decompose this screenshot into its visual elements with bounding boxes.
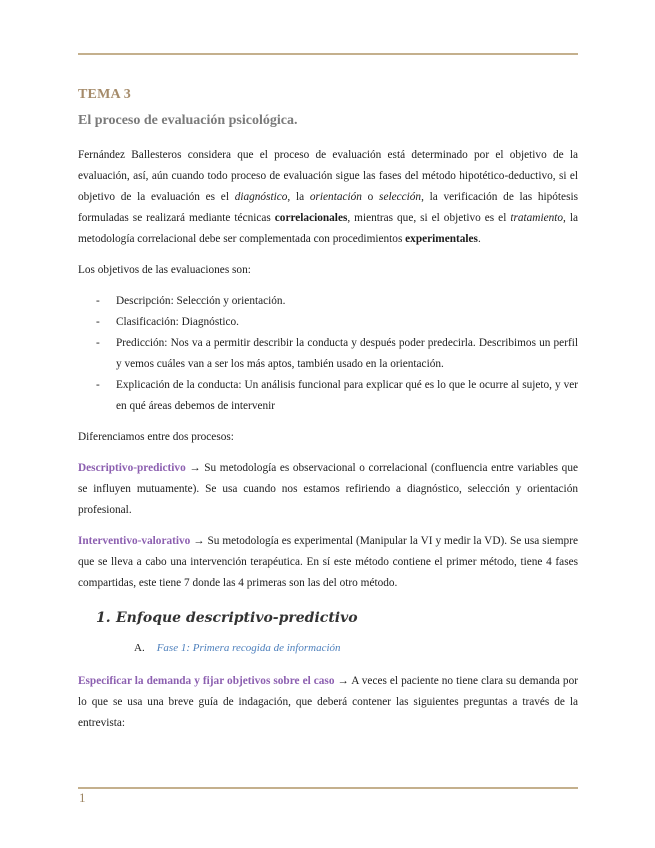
section-heading: 1. Enfoque descriptivo-predictivo: [96, 610, 358, 626]
list-item: - Explicación de la conducta: Un análisis funcional para explicar qué es lo que le ocurre al sujeto, y ver en qué áreas debemos de intervenir: [96, 379, 578, 412]
list-item: - Clasificación: Diagnóstico.: [96, 316, 239, 328]
interventive-paragraph: Interventivo-valorativo → Su metodología es experimental (Manipular la VI y medir la VD). Se usa siempre que se lleva a cabo una intervención terapéutica. En sí este método contiene el primer método, tiene 4 fases compartidas, este tiene 7 donde las 4 primeras son las del otro método.: [78, 535, 578, 589]
objectives-list: [78, 291, 578, 417]
list-item: - Descripción: Selección y orientación.: [96, 295, 286, 307]
processes-heading: Diferenciamos entre dos procesos:: [78, 431, 234, 443]
intro-paragraph: Fernández Ballesteros considera que el proceso de evaluación está determinado por el objetivo de la evaluación, así, aún cuando todo proceso de evaluación sigue las fases del método hipotético-deductivo, si el objetivo de la evaluación es el diagnóstico, la orientación o selección, la verificación de las hipótesis formuladas se realizará mediante técnicas correlacionales, mientras que, si el objetivo es el tratamiento, la metodología correlacional debe ser complementada con procedimientos experimentales.: [78, 149, 579, 245]
document-body: [78, 85, 578, 734]
objectives-heading: Los objetivos de las evaluaciones son:: [78, 264, 251, 276]
page-number: 1: [79, 790, 86, 805]
descriptive-paragraph: Descriptivo-predictivo → Su metodología es observacional o correlacional (confluencia entre variables que se influyen mutuamente). Se usa cuando nos estamos refiriendo a diagnóstico, selección y orientación profesional.: [78, 462, 578, 516]
header-rule: [78, 53, 578, 55]
footer-rule: [78, 787, 578, 789]
document-title: El proceso de evaluación psicológica.: [78, 113, 298, 128]
phase-heading: A. Fase 1: Primera recogida de información: [134, 642, 341, 654]
list-item: - Predicción: Nos va a permitir describir la conducta y después poder predecirla. Describimos un perfil y vemos cuáles van a ser los más aptos, también usado en la orientación.: [96, 337, 578, 370]
topic-label: TEMA 3: [78, 87, 131, 102]
specify-paragraph: Especificar la demanda y fijar objetivos sobre el caso → A veces el paciente no tiene clara su demanda por lo que se usa una breve guía de indagación, que deberá contener las siguientes preguntas a través de la entrevista:: [78, 675, 578, 729]
